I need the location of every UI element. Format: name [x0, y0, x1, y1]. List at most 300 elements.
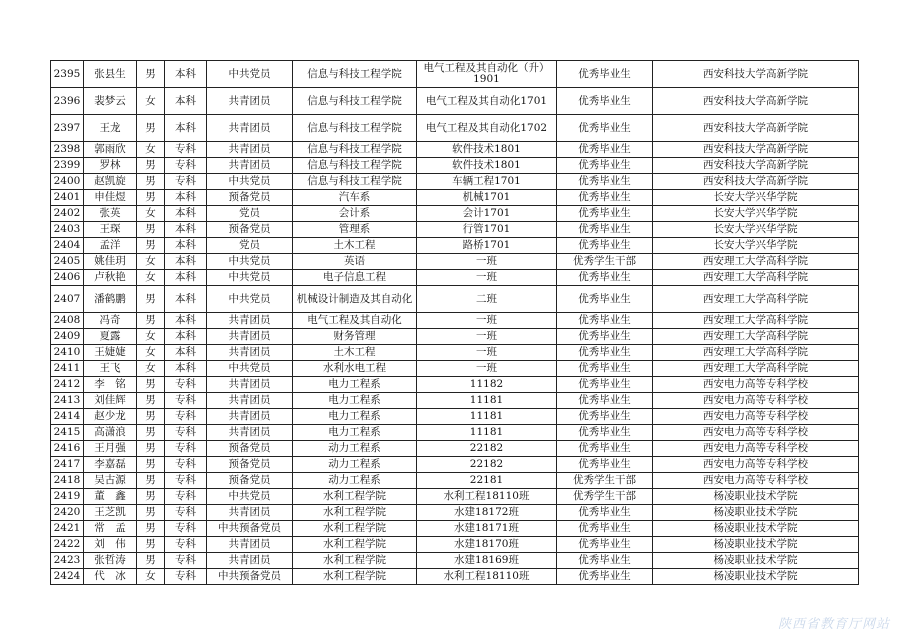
cell-politics: 党员 [207, 238, 293, 254]
cell-politics: 中共党员 [207, 286, 293, 313]
table-row [51, 115, 859, 142]
cell-name: 赵少龙 [84, 409, 137, 425]
cell-award: 优秀毕业生 [557, 393, 653, 409]
cell-class: 水建18170班 [417, 537, 557, 553]
cell-level: 本科 [165, 254, 207, 270]
cell-award: 优秀毕业生 [557, 286, 653, 313]
cell-school: 西安科技大学高新学院 [653, 88, 859, 115]
roster-body [51, 61, 859, 585]
cell-name: 郭雨欣 [84, 142, 137, 158]
cell-politics: 共青团员 [207, 505, 293, 521]
cell-award: 优秀毕业生 [557, 222, 653, 238]
cell-college: 动力工程系 [293, 441, 417, 457]
cell-level: 专科 [165, 425, 207, 441]
table-row [51, 457, 859, 473]
cell-level: 本科 [165, 222, 207, 238]
cell-class: 水利工程18110班 [417, 489, 557, 505]
cell-award: 优秀毕业生 [557, 569, 653, 585]
cell-no: 2405 [51, 254, 84, 270]
table-row [51, 569, 859, 585]
cell-class: 11181 [417, 409, 557, 425]
cell-level: 专科 [165, 505, 207, 521]
cell-school: 西安电力高等专科学校 [653, 473, 859, 489]
cell-no: 2414 [51, 409, 84, 425]
cell-award: 优秀毕业生 [557, 238, 653, 254]
cell-name: 姚佳玥 [84, 254, 137, 270]
cell-college: 动力工程系 [293, 457, 417, 473]
cell-no: 2404 [51, 238, 84, 254]
cell-name: 张英 [84, 206, 137, 222]
cell-politics: 中共党员 [207, 61, 293, 88]
cell-school: 西安科技大学高新学院 [653, 158, 859, 174]
cell-level: 专科 [165, 174, 207, 190]
cell-school: 西安理工大学高科学院 [653, 361, 859, 377]
cell-sex: 男 [137, 505, 165, 521]
cell-award: 优秀毕业生 [557, 521, 653, 537]
cell-politics: 预备党员 [207, 441, 293, 457]
cell-school: 西安电力高等专科学校 [653, 409, 859, 425]
cell-politics: 中共党员 [207, 361, 293, 377]
cell-level: 专科 [165, 521, 207, 537]
cell-college: 信息与科技工程学院 [293, 142, 417, 158]
cell-no: 2399 [51, 158, 84, 174]
cell-name: 刘佳辉 [84, 393, 137, 409]
cell-politics: 共青团员 [207, 345, 293, 361]
cell-sex: 女 [137, 254, 165, 270]
cell-name: 王龙 [84, 115, 137, 142]
cell-college: 信息与科技工程学院 [293, 158, 417, 174]
cell-sex: 男 [137, 377, 165, 393]
cell-college: 水利工程学院 [293, 537, 417, 553]
cell-level: 专科 [165, 441, 207, 457]
cell-no: 2423 [51, 553, 84, 569]
cell-college: 土木工程 [293, 238, 417, 254]
cell-level: 专科 [165, 377, 207, 393]
cell-level: 本科 [165, 115, 207, 142]
table-row [51, 521, 859, 537]
cell-school: 杨凌职业技术学院 [653, 505, 859, 521]
cell-college: 电力工程系 [293, 425, 417, 441]
cell-politics: 共青团员 [207, 393, 293, 409]
cell-politics: 共青团员 [207, 425, 293, 441]
cell-name: 张哲涛 [84, 553, 137, 569]
cell-name: 卢秋艳 [84, 270, 137, 286]
cell-class: 机械1701 [417, 190, 557, 206]
cell-politics: 共青团员 [207, 88, 293, 115]
table-row [51, 190, 859, 206]
cell-college: 动力工程系 [293, 473, 417, 489]
cell-name: 罗林 [84, 158, 137, 174]
cell-school: 西安科技大学高新学院 [653, 142, 859, 158]
cell-class: 11181 [417, 425, 557, 441]
cell-sex: 男 [137, 393, 165, 409]
cell-college: 水利水电工程 [293, 361, 417, 377]
cell-class: 11182 [417, 377, 557, 393]
cell-name: 张县生 [84, 61, 137, 88]
cell-school: 西安理工大学高科学院 [653, 286, 859, 313]
cell-name: 裴梦云 [84, 88, 137, 115]
cell-no: 2411 [51, 361, 84, 377]
cell-award: 优秀毕业生 [557, 88, 653, 115]
cell-award: 优秀毕业生 [557, 409, 653, 425]
cell-name: 常 孟 [84, 521, 137, 537]
cell-level: 专科 [165, 393, 207, 409]
cell-class: 会计1701 [417, 206, 557, 222]
cell-name: 王飞 [84, 361, 137, 377]
cell-college: 水利工程学院 [293, 553, 417, 569]
cell-level: 本科 [165, 190, 207, 206]
table-row [51, 425, 859, 441]
cell-school: 长安大学兴华学院 [653, 190, 859, 206]
cell-politics: 共青团员 [207, 313, 293, 329]
cell-level: 专科 [165, 553, 207, 569]
cell-politics: 预备党员 [207, 190, 293, 206]
cell-award: 优秀学生干部 [557, 489, 653, 505]
cell-no: 2419 [51, 489, 84, 505]
cell-sex: 男 [137, 190, 165, 206]
cell-college: 水利工程学院 [293, 505, 417, 521]
cell-sex: 男 [137, 158, 165, 174]
table-row [51, 174, 859, 190]
cell-school: 西安电力高等专科学校 [653, 441, 859, 457]
cell-level: 专科 [165, 537, 207, 553]
table-row [51, 489, 859, 505]
cell-school: 长安大学兴华学院 [653, 206, 859, 222]
cell-class: 一班 [417, 254, 557, 270]
cell-class: 行管1701 [417, 222, 557, 238]
cell-sex: 男 [137, 238, 165, 254]
cell-name: 孟洋 [84, 238, 137, 254]
cell-name: 王婕婕 [84, 345, 137, 361]
cell-school: 西安电力高等专科学校 [653, 377, 859, 393]
cell-college: 电力工程系 [293, 409, 417, 425]
cell-name: 申佳煜 [84, 190, 137, 206]
cell-no: 2402 [51, 206, 84, 222]
cell-politics: 共青团员 [207, 537, 293, 553]
cell-sex: 男 [137, 286, 165, 313]
cell-award: 优秀毕业生 [557, 61, 653, 88]
cell-school: 西安理工大学高科学院 [653, 270, 859, 286]
cell-school: 西安电力高等专科学校 [653, 425, 859, 441]
cell-level: 本科 [165, 361, 207, 377]
cell-award: 优秀学生干部 [557, 254, 653, 270]
cell-no: 2400 [51, 174, 84, 190]
table-row [51, 158, 859, 174]
cell-no: 2410 [51, 345, 84, 361]
cell-class: 11181 [417, 393, 557, 409]
cell-college: 电子信息工程 [293, 270, 417, 286]
cell-no: 2403 [51, 222, 84, 238]
cell-no: 2396 [51, 88, 84, 115]
cell-college: 信息与科技工程学院 [293, 61, 417, 88]
cell-politics: 预备党员 [207, 457, 293, 473]
cell-award: 优秀毕业生 [557, 345, 653, 361]
cell-school: 长安大学兴华学院 [653, 222, 859, 238]
cell-award: 优秀毕业生 [557, 377, 653, 393]
cell-college: 会计系 [293, 206, 417, 222]
table-row [51, 206, 859, 222]
cell-class: 车辆工程1701 [417, 174, 557, 190]
cell-school: 长安大学兴华学院 [653, 238, 859, 254]
table-row [51, 142, 859, 158]
cell-school: 西安科技大学高新学院 [653, 115, 859, 142]
cell-name: 吴古源 [84, 473, 137, 489]
cell-award: 优秀毕业生 [557, 425, 653, 441]
cell-level: 本科 [165, 329, 207, 345]
table-row [51, 473, 859, 489]
cell-level: 本科 [165, 345, 207, 361]
cell-name: 李嘉磊 [84, 457, 137, 473]
cell-level: 本科 [165, 88, 207, 115]
cell-college: 土木工程 [293, 345, 417, 361]
cell-school: 西安科技大学高新学院 [653, 61, 859, 88]
cell-sex: 女 [137, 206, 165, 222]
cell-award: 优秀毕业生 [557, 190, 653, 206]
cell-college: 水利工程学院 [293, 569, 417, 585]
cell-class: 电气工程及其自动化（升）1901 [417, 61, 557, 88]
cell-award: 优秀毕业生 [557, 537, 653, 553]
cell-school: 西安理工大学高科学院 [653, 345, 859, 361]
table-row [51, 409, 859, 425]
cell-college: 财务管理 [293, 329, 417, 345]
cell-college: 电力工程系 [293, 377, 417, 393]
cell-class: 22182 [417, 457, 557, 473]
cell-no: 2409 [51, 329, 84, 345]
cell-name: 夏露 [84, 329, 137, 345]
cell-award: 优秀毕业生 [557, 361, 653, 377]
cell-sex: 男 [137, 222, 165, 238]
cell-class: 水利工程18110班 [417, 569, 557, 585]
cell-no: 2415 [51, 425, 84, 441]
cell-politics: 中共预备党员 [207, 569, 293, 585]
cell-no: 2417 [51, 457, 84, 473]
table-row [51, 345, 859, 361]
cell-sex: 男 [137, 115, 165, 142]
cell-class: 软件技术1801 [417, 158, 557, 174]
cell-no: 2406 [51, 270, 84, 286]
cell-college: 水利工程学院 [293, 521, 417, 537]
cell-sex: 女 [137, 361, 165, 377]
cell-name: 冯奇 [84, 313, 137, 329]
cell-sex: 男 [137, 489, 165, 505]
cell-award: 优秀毕业生 [557, 553, 653, 569]
cell-college: 信息与科技工程学院 [293, 174, 417, 190]
cell-college: 英语 [293, 254, 417, 270]
cell-award: 优秀毕业生 [557, 329, 653, 345]
cell-level: 专科 [165, 457, 207, 473]
cell-no: 2421 [51, 521, 84, 537]
cell-school: 西安科技大学高新学院 [653, 174, 859, 190]
cell-class: 电气工程及其自动化1702 [417, 115, 557, 142]
cell-no: 2420 [51, 505, 84, 521]
cell-politics: 党员 [207, 206, 293, 222]
roster-table [50, 60, 859, 585]
cell-sex: 女 [137, 329, 165, 345]
cell-level: 专科 [165, 142, 207, 158]
cell-class: 一班 [417, 361, 557, 377]
cell-level: 本科 [165, 313, 207, 329]
cell-politics: 预备党员 [207, 222, 293, 238]
cell-politics: 中共党员 [207, 489, 293, 505]
cell-politics: 共青团员 [207, 329, 293, 345]
cell-name: 代 冰 [84, 569, 137, 585]
cell-level: 专科 [165, 473, 207, 489]
cell-politics: 共青团员 [207, 409, 293, 425]
table-row [51, 222, 859, 238]
cell-sex: 男 [137, 457, 165, 473]
cell-school: 西安理工大学高科学院 [653, 329, 859, 345]
cell-college: 信息与科技工程学院 [293, 115, 417, 142]
cell-sex: 男 [137, 521, 165, 537]
cell-college: 信息与科技工程学院 [293, 88, 417, 115]
cell-no: 2418 [51, 473, 84, 489]
table-row [51, 329, 859, 345]
cell-college: 管理系 [293, 222, 417, 238]
cell-name: 刘 伟 [84, 537, 137, 553]
cell-class: 水建18169班 [417, 553, 557, 569]
cell-class: 一班 [417, 329, 557, 345]
cell-politics: 中共预备党员 [207, 521, 293, 537]
cell-no: 2422 [51, 537, 84, 553]
cell-politics: 共青团员 [207, 158, 293, 174]
cell-school: 杨凌职业技术学院 [653, 553, 859, 569]
cell-class: 一班 [417, 313, 557, 329]
cell-award: 优秀毕业生 [557, 115, 653, 142]
cell-college: 机械设计制造及其自动化 [293, 286, 417, 313]
cell-award: 优秀毕业生 [557, 206, 653, 222]
cell-name: 王琛 [84, 222, 137, 238]
cell-name: 赵凯旋 [84, 174, 137, 190]
cell-award: 优秀毕业生 [557, 142, 653, 158]
cell-class: 软件技术1801 [417, 142, 557, 158]
cell-name: 王芝凯 [84, 505, 137, 521]
cell-school: 杨凌职业技术学院 [653, 537, 859, 553]
cell-politics: 共青团员 [207, 553, 293, 569]
table-row [51, 61, 859, 88]
cell-name: 董 鑫 [84, 489, 137, 505]
cell-college: 水利工程学院 [293, 489, 417, 505]
cell-class: 一班 [417, 270, 557, 286]
table-row [51, 88, 859, 115]
cell-politics: 中共党员 [207, 270, 293, 286]
cell-sex: 女 [137, 345, 165, 361]
cell-name: 潘鹤鹏 [84, 286, 137, 313]
cell-no: 2407 [51, 286, 84, 313]
table-row [51, 286, 859, 313]
cell-level: 本科 [165, 61, 207, 88]
cell-no: 2401 [51, 190, 84, 206]
table-row [51, 441, 859, 457]
cell-school: 西安理工大学高科学院 [653, 313, 859, 329]
cell-award: 优秀毕业生 [557, 313, 653, 329]
cell-school: 杨凌职业技术学院 [653, 569, 859, 585]
cell-politics: 预备党员 [207, 473, 293, 489]
cell-sex: 男 [137, 553, 165, 569]
cell-name: 高潇浪 [84, 425, 137, 441]
cell-school: 西安理工大学高科学院 [653, 254, 859, 270]
cell-no: 2412 [51, 377, 84, 393]
cell-award: 优秀毕业生 [557, 270, 653, 286]
cell-no: 2398 [51, 142, 84, 158]
cell-level: 本科 [165, 206, 207, 222]
cell-level: 本科 [165, 270, 207, 286]
cell-class: 水建18171班 [417, 521, 557, 537]
cell-class: 电气工程及其自动化1701 [417, 88, 557, 115]
cell-no: 2408 [51, 313, 84, 329]
cell-level: 本科 [165, 238, 207, 254]
cell-sex: 女 [137, 569, 165, 585]
cell-sex: 女 [137, 270, 165, 286]
cell-no: 2397 [51, 115, 84, 142]
cell-politics: 共青团员 [207, 377, 293, 393]
cell-class: 二班 [417, 286, 557, 313]
cell-award: 优秀毕业生 [557, 158, 653, 174]
table-row [51, 254, 859, 270]
cell-sex: 男 [137, 174, 165, 190]
site-watermark: 陕西省教育厅网站 [777, 617, 890, 632]
cell-sex: 男 [137, 313, 165, 329]
cell-award: 优秀毕业生 [557, 174, 653, 190]
table-row [51, 505, 859, 521]
cell-sex: 女 [137, 142, 165, 158]
cell-college: 电力工程系 [293, 393, 417, 409]
cell-no: 2424 [51, 569, 84, 585]
cell-no: 2413 [51, 393, 84, 409]
cell-politics: 中共党员 [207, 174, 293, 190]
cell-level: 专科 [165, 158, 207, 174]
cell-politics: 中共党员 [207, 254, 293, 270]
cell-sex: 女 [137, 88, 165, 115]
cell-award: 优秀毕业生 [557, 441, 653, 457]
cell-class: 路桥1701 [417, 238, 557, 254]
cell-sex: 男 [137, 425, 165, 441]
cell-sex: 男 [137, 441, 165, 457]
cell-level: 专科 [165, 489, 207, 505]
cell-class: 水建18172班 [417, 505, 557, 521]
cell-award: 优秀毕业生 [557, 457, 653, 473]
cell-college: 汽车系 [293, 190, 417, 206]
table-row [51, 377, 859, 393]
table-row [51, 313, 859, 329]
table-row [51, 361, 859, 377]
cell-level: 专科 [165, 569, 207, 585]
cell-college: 电气工程及其自动化 [293, 313, 417, 329]
cell-level: 专科 [165, 409, 207, 425]
cell-politics: 共青团员 [207, 115, 293, 142]
cell-school: 杨凌职业技术学院 [653, 489, 859, 505]
cell-class: 一班 [417, 345, 557, 361]
cell-name: 李 铭 [84, 377, 137, 393]
cell-sex: 男 [137, 409, 165, 425]
table-row [51, 238, 859, 254]
cell-class: 22181 [417, 473, 557, 489]
table-row [51, 553, 859, 569]
cell-school: 杨凌职业技术学院 [653, 521, 859, 537]
cell-sex: 男 [137, 61, 165, 88]
table-row [51, 537, 859, 553]
cell-no: 2395 [51, 61, 84, 88]
cell-sex: 男 [137, 473, 165, 489]
cell-no: 2416 [51, 441, 84, 457]
cell-name: 王月强 [84, 441, 137, 457]
cell-class: 22182 [417, 441, 557, 457]
cell-award: 优秀学生干部 [557, 473, 653, 489]
cell-level: 本科 [165, 286, 207, 313]
cell-school: 西安电力高等专科学校 [653, 457, 859, 473]
cell-school: 西安电力高等专科学校 [653, 393, 859, 409]
table-row [51, 393, 859, 409]
cell-sex: 男 [137, 537, 165, 553]
